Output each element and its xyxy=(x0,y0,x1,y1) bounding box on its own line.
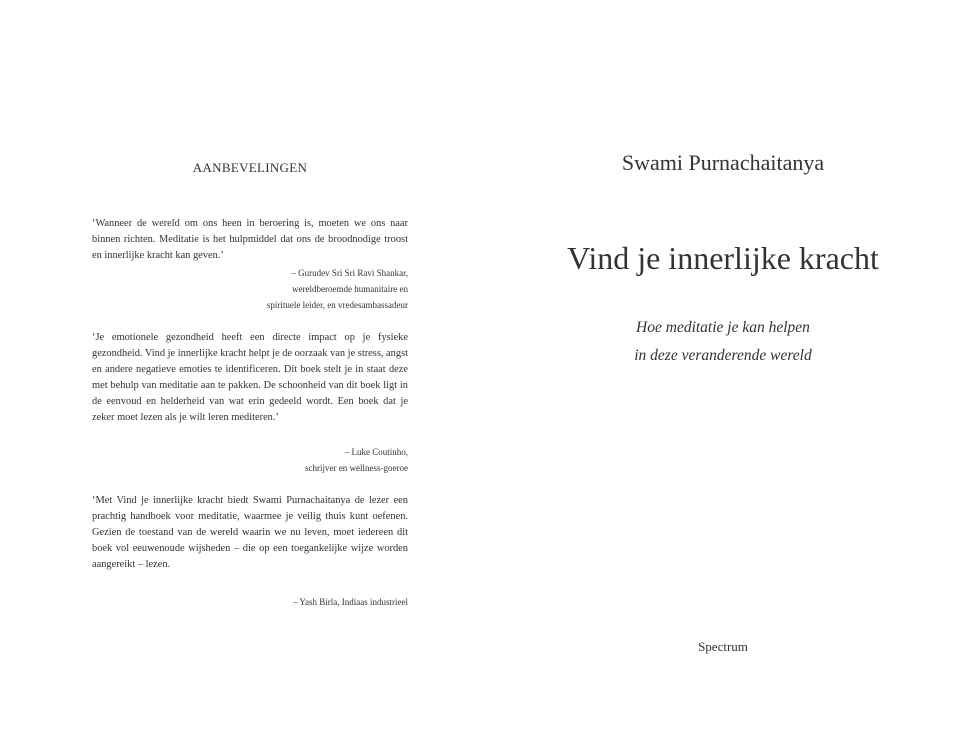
author-name: Swami Purnachaitanya xyxy=(621,150,825,175)
attribution-line: schrijver en wellness-goeroe xyxy=(305,463,408,473)
quote-2-text: ‘Je emotionele gezondheid heeft een directe impact op je fysieke gezondheid. Vind je innerlijke kracht helpt je de oorzaak van je stress, angst en andere negatieve emoties te identificeren. Dit boek stelt je in staat deze met behulp van meditatie aan te pakken. De schoonheid van dit boek ligt in de eenvoud en helderheid van wat erin gedeeld wordt. Een boek dat je zeker moet lezen als je wilt leren mediteren.’ xyxy=(92,332,408,423)
subtitle-line: Hoe meditatie je kan helpen xyxy=(636,319,810,336)
attribution-line: wereldberoemde humanitaire en xyxy=(292,284,408,294)
quote-3-text: ‘Met Vind je innerlijke kracht biedt Swami Purnachaitanya de lezer een prachtig handboek voor meditatie, waarmee je veilig thuis kunt oefenen. Gezien de toestand van de wereld waarin we nu leven, moet iedereen dit boek vol eeuwenoude wijsheden – die op een toegankelijke wijze worden aangereikt – lezen. xyxy=(92,495,408,570)
quote-1-attribution xyxy=(92,265,408,313)
attribution-line: – Luke Coutinho, xyxy=(344,447,408,457)
quote-2-attribution xyxy=(92,444,408,476)
attribution-line: – Yash Birla, Indiaas industrieel xyxy=(293,597,408,607)
subtitle-line: in deze veranderende wereld xyxy=(634,347,812,364)
left-page xyxy=(0,0,485,745)
book-subtitle xyxy=(485,314,961,370)
right-page xyxy=(485,0,971,745)
publisher-name: Spectrum xyxy=(698,639,748,654)
quote-3-attribution xyxy=(92,594,408,610)
book-title: Vind je innerlijke kracht xyxy=(567,240,879,276)
attribution-line: spirituele leider, en vredesambassadeur xyxy=(266,300,408,310)
quote-1-text: ‘Wanneer de wereld om ons heen in beroering is, moeten we ons naar binnen richten. Meditatie is het hulpmiddel dat ons de broodnodige troost en innerlijke kracht kan geven.’ xyxy=(92,218,408,261)
attribution-line: – Gurudev Sri Sri Ravi Shankar, xyxy=(291,268,408,278)
section-heading: AANBEVELINGEN xyxy=(192,160,308,175)
